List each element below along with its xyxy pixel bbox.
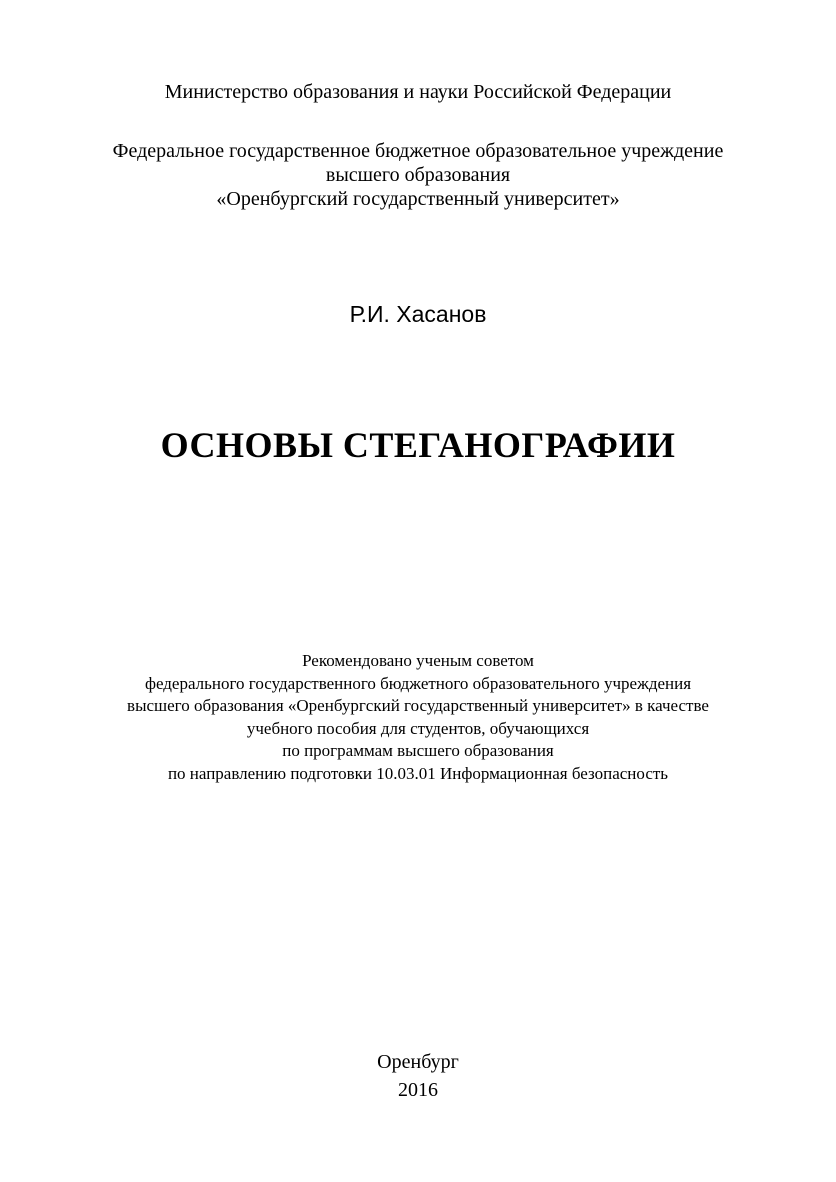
ministry-name: Министерство образования и науки Российской Федерации	[164, 81, 672, 103]
institution-line: высшего образования	[325, 164, 511, 186]
institution-line: «Оренбургский государственный университет»	[216, 188, 620, 210]
recommendation-line: высшего образования «Оренбургский государственный университет» в качестве	[127, 696, 709, 715]
recommendation-line: учебного пособия для студентов, обучающихся	[246, 718, 590, 738]
recommendation-line: по направлению подготовки 10.03.01 Информационная безопасность	[167, 763, 669, 783]
author-name: Р.И. Хасанов	[349, 301, 487, 327]
recommendation-line: Рекомендовано ученым советом	[302, 651, 534, 670]
recommendation-block	[0, 650, 836, 785]
publication-year: 2016	[398, 1079, 438, 1101]
publication-city: Оренбург	[377, 1051, 459, 1073]
recommendation-line: федерального государственного бюджетного образовательного учреждения	[144, 673, 692, 693]
document-title: ОСНОВЫ СТЕГАНОГРАФИИ	[160, 425, 676, 465]
institution-line: Федеральное государственное бюджетное образовательное учреждение	[112, 140, 724, 162]
recommendation-line: по программам высшего образования	[282, 741, 554, 760]
institution-block	[0, 139, 836, 211]
